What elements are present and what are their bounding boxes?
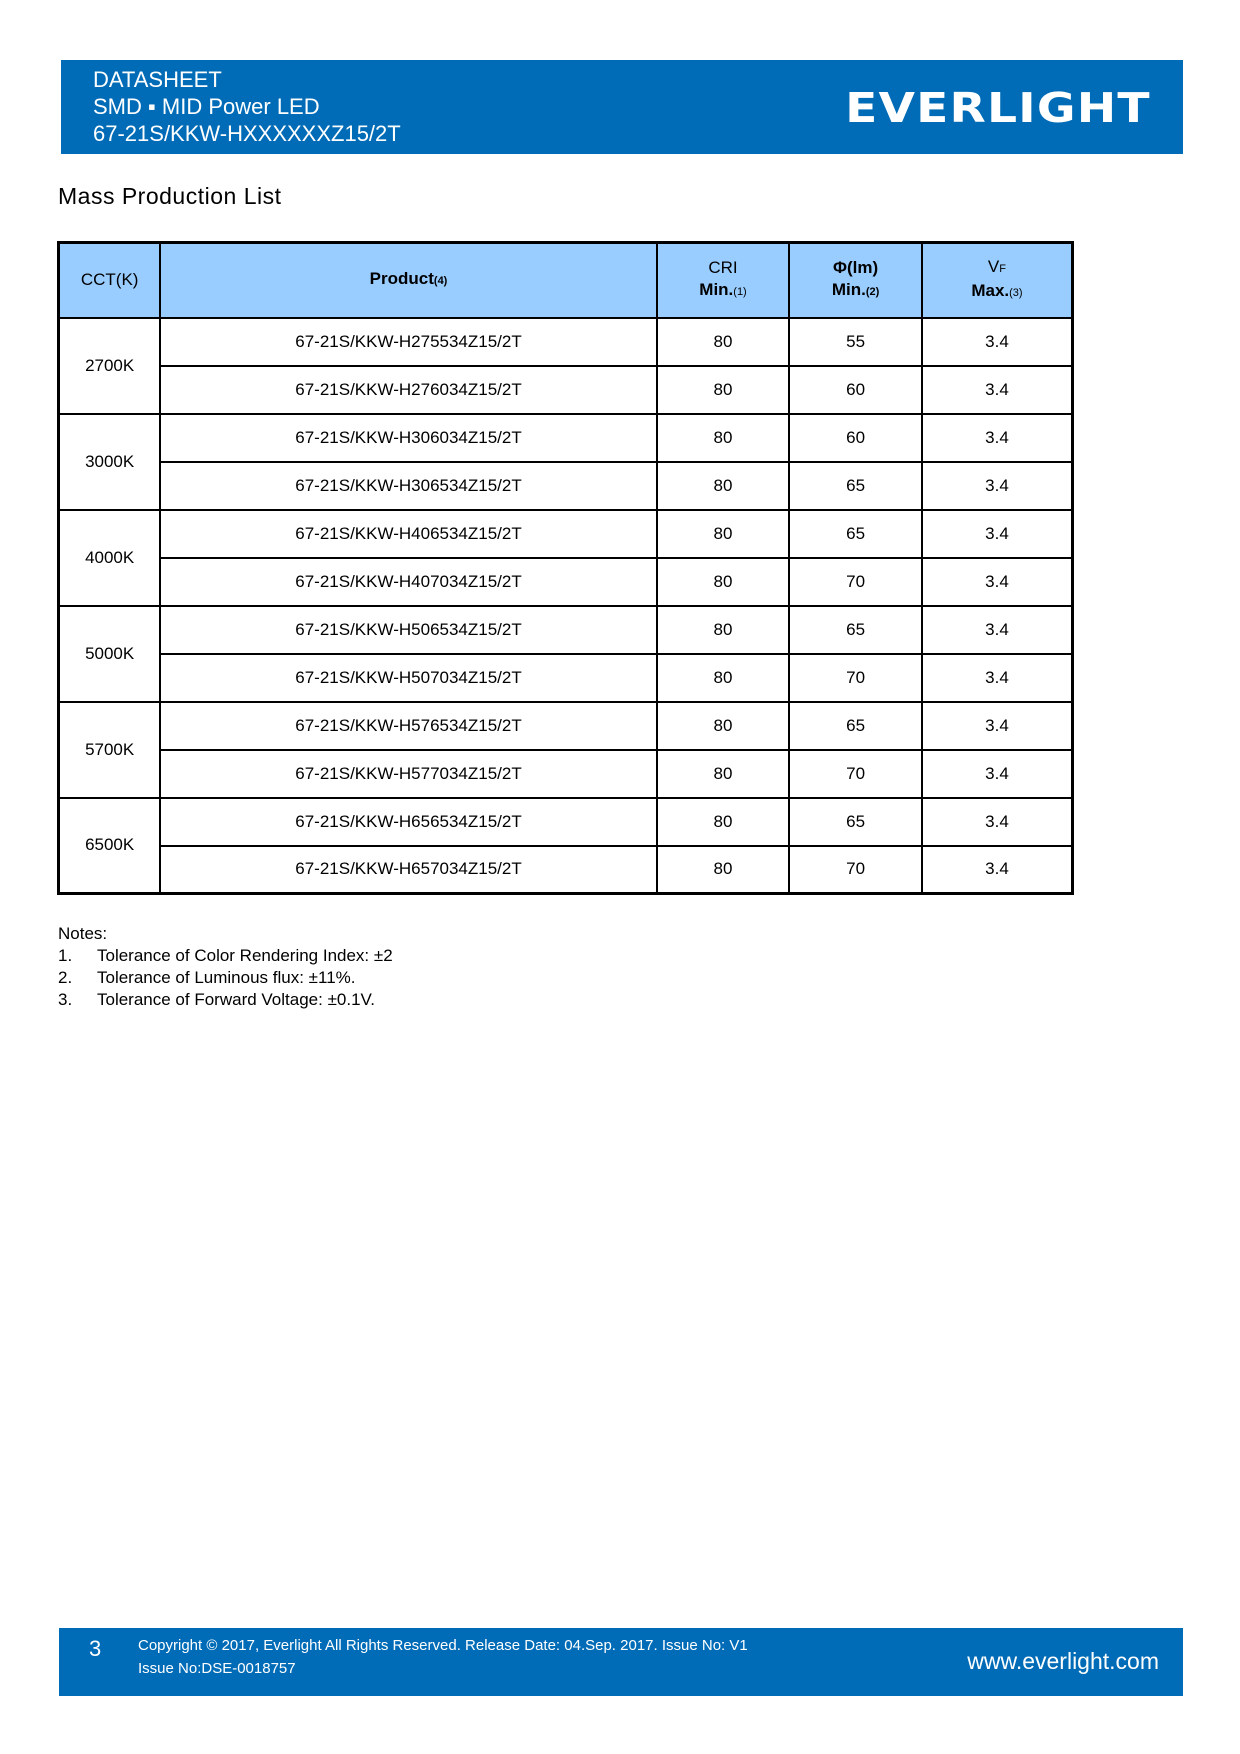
table-row (59, 750, 1073, 798)
table-row (59, 366, 1073, 414)
header-product: Product(4) (160, 243, 656, 318)
header-cri: CRI Min.(1) (657, 243, 790, 318)
issue-number: Issue No:DSE-0018757 (138, 1660, 296, 1677)
product-cell: 67-21S/KKW-H576534Z15/2T (160, 702, 656, 750)
cct-cell: 5000K (59, 606, 161, 702)
vf-cell: 3.4 (922, 558, 1073, 606)
note-item: 2. Tolerance of Luminous flux: ±11%. (58, 968, 356, 987)
notes-title: Notes: (58, 924, 108, 943)
cct-cell: 5700K (59, 702, 161, 798)
notes (58, 923, 393, 1011)
cri-cell: 80 (657, 414, 790, 462)
cri-cell: 80 (657, 462, 790, 510)
cri-cell: 80 (657, 606, 790, 654)
product-cell: 67-21S/KKW-H657034Z15/2T (160, 846, 656, 894)
header-cct: CCT(K) (59, 243, 161, 318)
table-row (59, 558, 1073, 606)
header-vf: VF Max.(3) (922, 243, 1073, 318)
cri-cell: 80 (657, 702, 790, 750)
vf-cell: 3.4 (922, 318, 1073, 366)
table-row (59, 654, 1073, 702)
part-number: 67-21S/KKW-HXXXXXXZ15/2T (93, 121, 401, 146)
flux-cell: 65 (789, 510, 922, 558)
flux-cell: 60 (789, 366, 922, 414)
table-row (59, 606, 1073, 654)
vf-cell: 3.4 (922, 750, 1073, 798)
page-number: 3 (89, 1636, 102, 1661)
vf-cell: 3.4 (922, 798, 1073, 846)
product-cell: 67-21S/KKW-H306534Z15/2T (160, 462, 656, 510)
cri-cell: 80 (657, 318, 790, 366)
table-row (59, 462, 1073, 510)
product-cell: 67-21S/KKW-H275534Z15/2T (160, 318, 656, 366)
doc-type: DATASHEET (93, 67, 222, 92)
cri-cell: 80 (657, 510, 790, 558)
table-row (59, 702, 1073, 750)
flux-cell: 65 (789, 798, 922, 846)
product-category: SMD ▪ MID Power LED (93, 94, 320, 119)
flux-cell: 60 (789, 414, 922, 462)
flux-cell: 65 (789, 606, 922, 654)
flux-cell: 70 (789, 558, 922, 606)
flux-cell: 55 (789, 318, 922, 366)
product-cell: 67-21S/KKW-H656534Z15/2T (160, 798, 656, 846)
flux-cell: 65 (789, 702, 922, 750)
website-link[interactable]: www.everlight.com (967, 1648, 1159, 1674)
product-cell: 67-21S/KKW-H276034Z15/2T (160, 366, 656, 414)
table-row (59, 510, 1073, 558)
vf-cell: 3.4 (922, 606, 1073, 654)
table-row (59, 414, 1073, 462)
table-row (59, 318, 1073, 366)
cri-cell: 80 (657, 558, 790, 606)
cri-cell: 80 (657, 750, 790, 798)
vf-cell: 3.4 (922, 654, 1073, 702)
table-row (59, 846, 1073, 894)
cri-cell: 80 (657, 366, 790, 414)
vf-cell: 3.4 (922, 366, 1073, 414)
mass-production-table (57, 241, 1074, 895)
cri-cell: 80 (657, 654, 790, 702)
header-banner (61, 60, 1183, 154)
product-cell: 67-21S/KKW-H507034Z15/2T (160, 654, 656, 702)
flux-cell: 70 (789, 846, 922, 894)
cri-cell: 80 (657, 846, 790, 894)
vf-cell: 3.4 (922, 462, 1073, 510)
flux-cell: 70 (789, 750, 922, 798)
vf-cell: 3.4 (922, 846, 1073, 894)
vf-cell: 3.4 (922, 510, 1073, 558)
cct-cell: 4000K (59, 510, 161, 606)
flux-cell: 65 (789, 462, 922, 510)
product-cell: 67-21S/KKW-H406534Z15/2T (160, 510, 656, 558)
note-item: 3. Tolerance of Forward Voltage: ±0.1V. (58, 990, 376, 1009)
section-title: Mass Production List (58, 183, 282, 209)
cct-cell: 2700K (59, 318, 161, 414)
vf-cell: 3.4 (922, 702, 1073, 750)
note-item: 1. Tolerance of Color Rendering Index: ±2 (58, 946, 393, 965)
product-cell: 67-21S/KKW-H306034Z15/2T (160, 414, 656, 462)
flux-cell: 70 (789, 654, 922, 702)
product-cell: 67-21S/KKW-H407034Z15/2T (160, 558, 656, 606)
cri-cell: 80 (657, 798, 790, 846)
cct-cell: 6500K (59, 798, 161, 894)
everlight-logo: EVERLIGHT (845, 84, 1151, 132)
header-flux: Φ(lm) Min.(2) (789, 243, 922, 318)
footer-banner (59, 1628, 1183, 1696)
copyright: Copyright © 2017, Everlight All Rights Reserved. Release Date: 04.Sep. 2017. Issue No: V1 (138, 1637, 748, 1654)
table-header-row (59, 243, 1073, 318)
product-cell: 67-21S/KKW-H506534Z15/2T (160, 606, 656, 654)
table-row (59, 798, 1073, 846)
product-cell: 67-21S/KKW-H577034Z15/2T (160, 750, 656, 798)
vf-cell: 3.4 (922, 414, 1073, 462)
cct-cell: 3000K (59, 414, 161, 510)
